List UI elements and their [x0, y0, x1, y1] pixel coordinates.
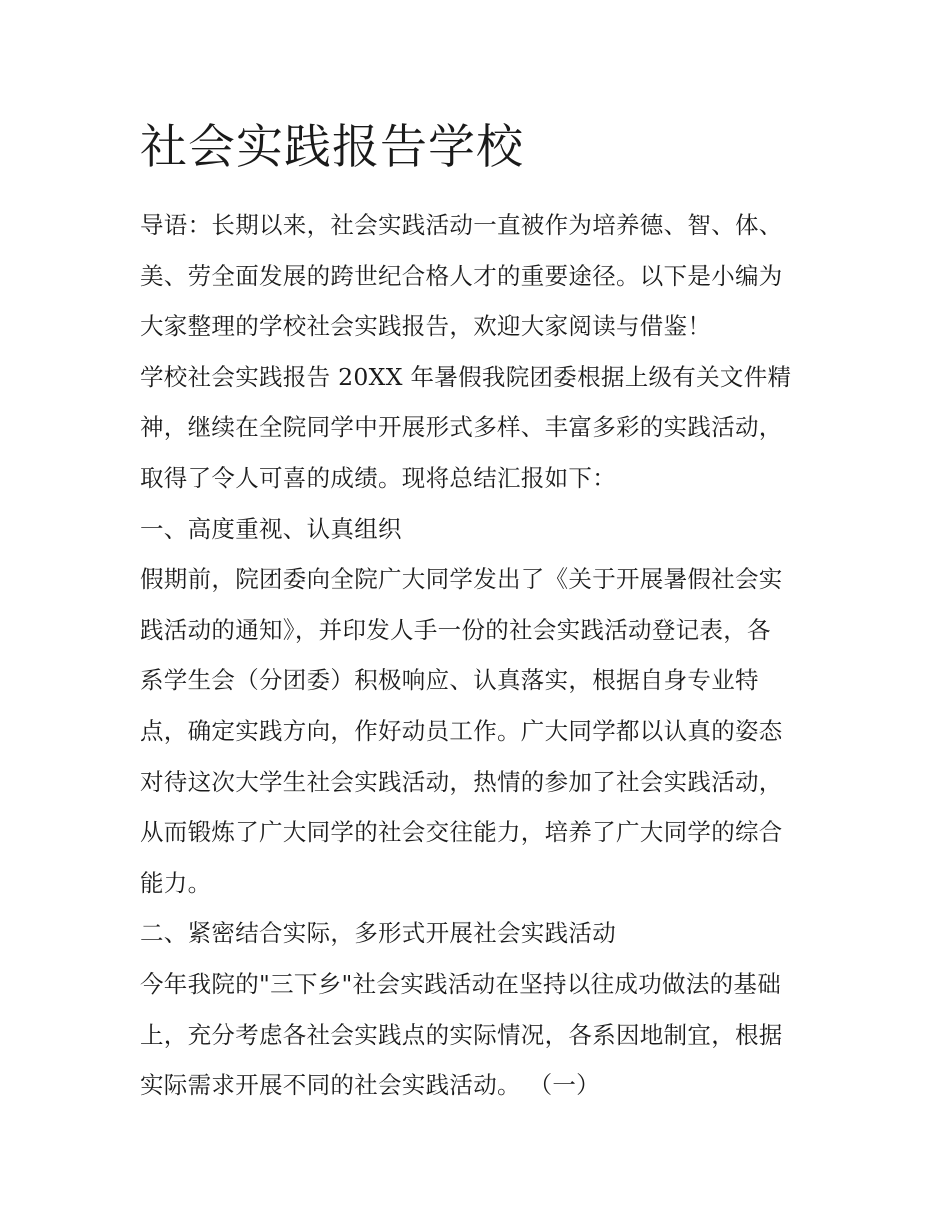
section-heading: 一、高度重视、认真组织: [140, 514, 402, 543]
body-line: 大家整理的学校社会实践报告，欢迎大家阅读与借鉴！: [140, 312, 712, 341]
body-line: 假期前，院团委向全院广大同学发出了《关于开展暑假社会实: [140, 565, 783, 594]
document-page: [140, 118, 820, 1111]
body-line: 神，继续在全院同学中开展形式多样、丰富多彩的实践活动，: [140, 413, 783, 442]
body-line: 系学生会（分团委）积极响应、认真落实，根据自身专业特: [140, 666, 759, 695]
body-line: 导语：长期以来，社会实践活动一直被作为培养德、智、体、: [140, 211, 783, 239]
section-heading: 二、紧密结合实际，多形式开展社会实践活动: [140, 919, 616, 948]
body-line: 从而锻炼了广大同学的社会交往能力，培养了广大同学的综合: [140, 818, 783, 847]
body-line: 实际需求开展不同的社会实践活动。 （一）: [140, 1071, 600, 1100]
body-line: 今年我院的"三下乡"社会实践活动在坚持以往成功做法的基础: [140, 969, 782, 998]
document-title: 社会实践报告学校: [140, 120, 524, 175]
body-line: 取得了令人可喜的成绩。现将总结汇报如下：: [140, 463, 616, 492]
body-line: 践活动的通知》，并印发人手一份的社会实践活动登记表，各: [140, 615, 771, 644]
body-line: 点，确定实践方向，作好动员工作。广大同学都以认真的姿态: [140, 716, 783, 745]
body-line: 能力。: [140, 868, 212, 897]
body-line: 对待这次大学生社会实践活动，热情的参加了社会实践活动，: [140, 767, 783, 796]
body-line: 上，充分考虑各社会实践点的实际情况，各系因地制宜，根据: [140, 1020, 783, 1049]
body-line: 美、劳全面发展的跨世纪合格人才的重要途径。以下是小编为: [140, 261, 783, 290]
document-body: [140, 200, 820, 1111]
body-line: 学校社会实践报告 20XX 年暑假我院团委根据上级有关文件精: [140, 362, 792, 391]
